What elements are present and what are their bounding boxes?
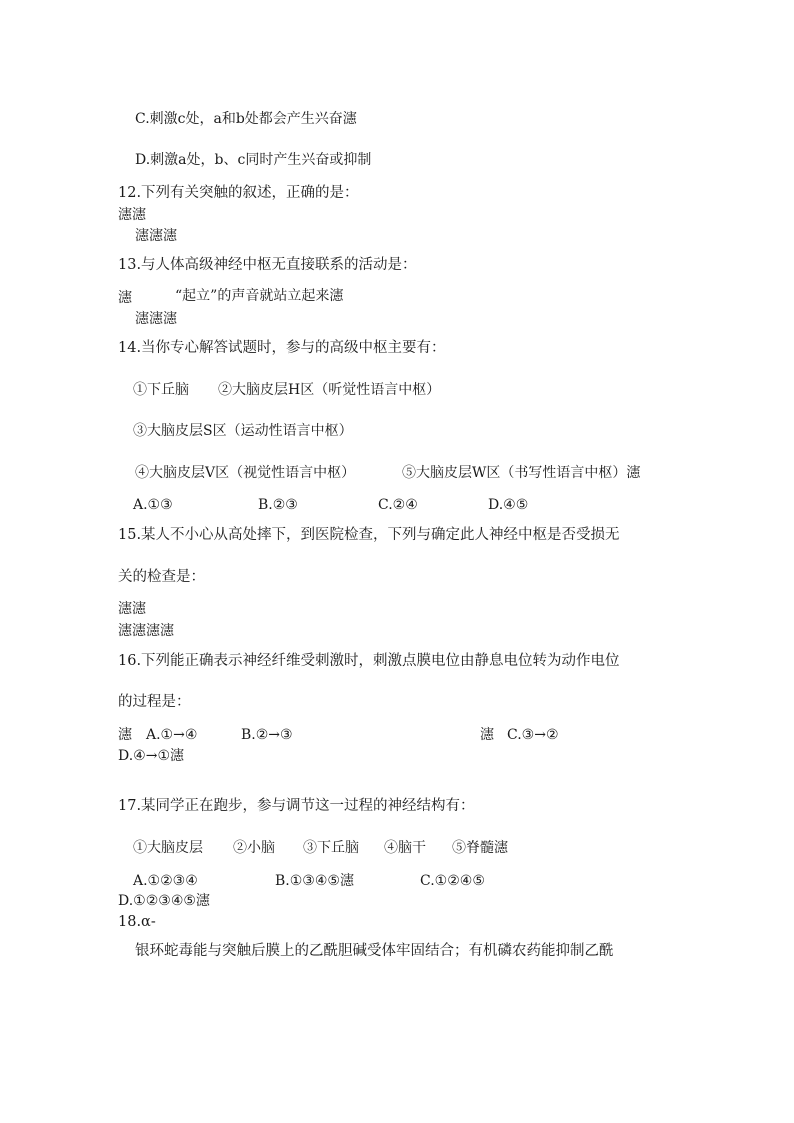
answer-a: A.①②③④ (133, 873, 198, 889)
item-4: ④脑干 (384, 840, 426, 856)
garbled-line: 瀗瀗 (118, 207, 146, 223)
item-1: ①下丘脑 (133, 382, 189, 398)
item-2: ②大脑皮层H区（听觉性语言中枢） (218, 382, 441, 398)
option-c-line: C.刺激c处，a和b处都会产生兴奋瀗 (135, 111, 357, 127)
item-5: ⑤脊髓瀗 (452, 840, 508, 856)
answer-a: A.①③ (133, 497, 173, 513)
item-5: ⑤大脑皮层W区（书写性语言中枢）瀗 (402, 465, 641, 481)
question-14: 14.当你专心解答试题时，参与的高级中枢主要有： (118, 340, 446, 356)
garbled-line: 瀗瀗瀗 (135, 228, 177, 244)
answer-c: C.②④ (378, 497, 418, 513)
answer-d: D.④→①瀗 (118, 748, 185, 764)
garbled-line: 瀗 (118, 727, 132, 743)
answer-c: C.①②④⑤ (420, 873, 485, 889)
answer-d: D.④⑤ (488, 497, 529, 513)
question-16-cont: 的过程是： (118, 694, 191, 710)
item-4: ④大脑皮层V区（视觉性语言中枢） (135, 465, 356, 481)
question-13: 13.与人体高级神经中枢无直接联系的活动是： (118, 257, 417, 273)
question-18: 18.α- (118, 914, 156, 930)
item-3: ③大脑皮层S区（运动性语言中枢） (133, 423, 353, 439)
item-3: ③下丘脑 (303, 840, 359, 856)
question-15: 15.某人不小心从高处摔下，到医院检查，下列与确定此人神经中枢是否受损无 (118, 527, 620, 543)
garbled-line: 瀗瀗 (118, 601, 146, 617)
answer-d: D.①②③④⑤瀗 (118, 893, 210, 909)
garbled-line: 瀗 (118, 290, 132, 306)
answer-b: B.①③④⑤瀗 (275, 873, 354, 889)
garbled-line: 瀗 (480, 727, 494, 743)
answer-b: B.②③ (258, 497, 298, 513)
option-d-line: D.刺激a处，b、c同时产生兴奋或抑制 (135, 152, 372, 168)
question-15-cont: 关的检查是： (118, 569, 205, 585)
question-17: 17.某同学正在跑步，参与调节这一过程的神经结构有： (118, 798, 475, 814)
garbled-line: 瀗瀗瀗 (135, 311, 177, 327)
answer-a: A.①→④ (146, 727, 198, 743)
question-18-text: 银环蛇毒能与突触后膜上的乙酰胆碱受体牢固结合；有机磷农药能抑制乙酰 (135, 943, 614, 959)
option-text: “起立”的声音就站立起来瀗 (175, 288, 344, 304)
answer-b: B.②→③ (241, 727, 293, 743)
answer-c: C.③→② (507, 727, 559, 743)
item-1: ①大脑皮层 (133, 840, 203, 856)
question-16: 16.下列能正确表示神经纤维受刺激时，刺激点膜电位由静息电位转为动作电位 (118, 653, 620, 669)
item-2: ②小脑 (233, 840, 275, 856)
question-12: 12.下列有关突触的叙述，正确的是： (118, 185, 359, 201)
garbled-line: 瀗瀗瀗瀗 (118, 623, 174, 639)
